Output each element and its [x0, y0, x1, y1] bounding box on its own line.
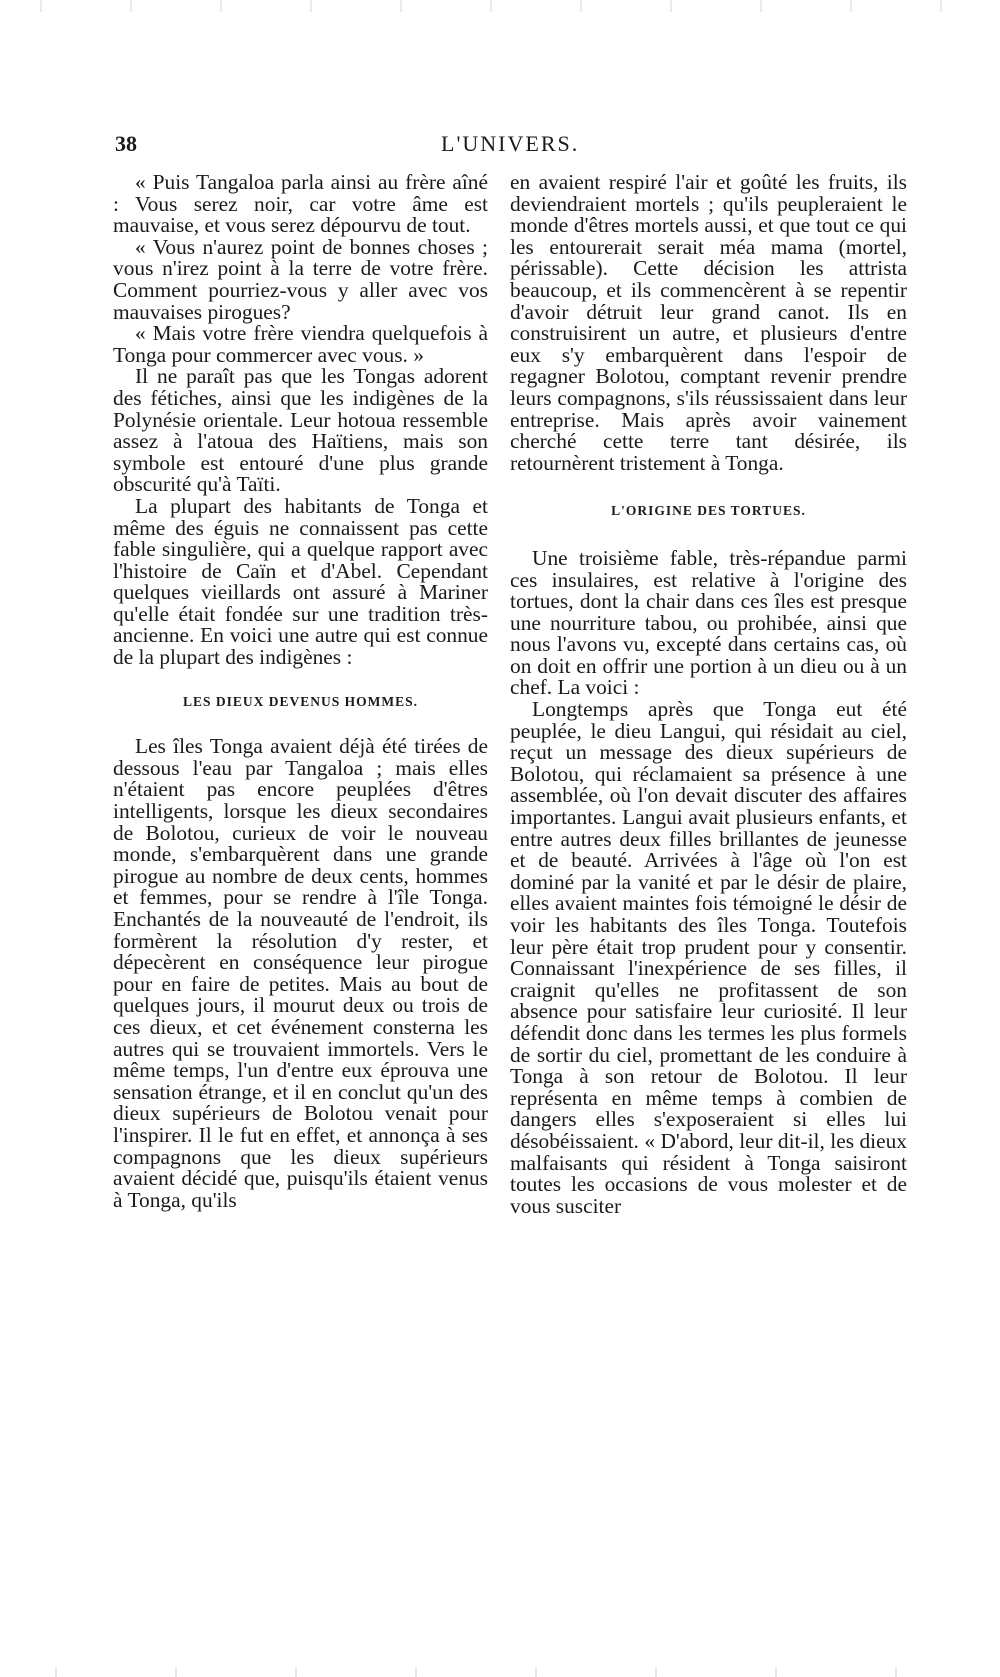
scan-bottom-edge: [0, 1667, 1000, 1677]
section-heading: LES DIEUX DEVENUS HOMMES.: [182, 693, 419, 709]
left-column: [113, 172, 488, 1211]
right-column: [510, 172, 907, 1217]
running-title: L'UNIVERS.: [441, 131, 580, 156]
paragraph: La plupart des habitants de Tonga et même des éguis ne connaissent pas cette fable singulière, qui a quelque rapport avec l'histoire de Caïn et d'Abel. Cependant quelques vieillards ont assuré à Mariner qu'elle était fondée sur une tradition très-ancienne. En voici une autre qui est connue de la plupart des indigènes :: [113, 493, 488, 670]
page-header: [115, 131, 910, 161]
scan-top-edge: [0, 0, 1000, 12]
paragraph: Les îles Tonga avaient déjà été tirées de dessous l'eau par Tangaloa ; mais elles n'étaient pas encore peuplées d'êtres intelligents, lorsque les dieux secondaires de Bolotou, curieux de voir le nouveau monde, s'embarquèrent dans une grande pirogue au nombre de deux cents, hommes et femmes, pour se rendre à l'île Tonga. Enchantés de la nouveauté de l'endroit, ils formèrent la résolution d'y rester, et dépecèrent en conséquence leur pirogue pour en faire de petites. Mais au bout de quelques jours, il mourut deux ou trois de ces dieux, et cet événement consterna les autres qui se trouvaient immortels. Vers le même temps, l'un d'entre eux éprouva une sensation étrange, et il en conclut qu'un des dieux supérieurs de Bolotou venait pour l'inspirer. Il le fut en effet, et annonça à ses compagnons que les dieux supérieurs avaient décidé que, puisqu'ils étaient venus à Tonga, qu'ils: [113, 734, 488, 1212]
paragraph: « Vous n'aurez point de bonnes choses ; vous n'irez point à la terre de votre frère. Comment pourriez-vous y aller avec vos mauvaises pirogues?: [113, 234, 488, 324]
page-number: 38: [115, 131, 137, 156]
paragraph: Une troisième fable, très-répandue parmi ces insulaires, est relative à l'origine des tortues, dont la chair dans ces îles est presque une nourriture tabou, ou prohibée, ainsi que nous l'avons vu, excepté dans certains cas, où on doit en offrir une portion à un dieu ou à un chef. La voici :: [510, 545, 907, 700]
section-heading: L'ORIGINE DES TORTUES.: [611, 503, 806, 519]
paragraph: Longtemps après que Tonga eut été peuplée, le dieu Langui, qui résidait au ciel, reçut un message des dieux supérieurs de Bolotou, qui réclamaient sa présence à une assemblée, où l'on devait discuter des affaires importantes. Langui avait plusieurs enfants, et entre autres deux filles brillantes de jeunesse et de beauté. Arrivées à l'âge où l'on est dominé par la vanité et par le désir de plaire, elles avaient maintes fois témoigné le désir de voir les habitants des îles Tonga. Toutefois leur père était trop prudent pour y consentir. Connaissant l'inexpérience de ses filles, il craignit qu'elles ne profitassent de son absence pour satisfaire leur curiosité. Il leur défendit donc dans les termes les plus formels de sortir du ciel, promettant de les conduire à Tonga à son retour de Bolotou. Il leur représenta en même temps à combien de dangers elles s'exposeraient si elles lui désobéissaient. « D'abord, leur dit-il, les dieux malfaisants qui résident à Tonga saisiront toutes les occasions de vous molester et de vous susciter: [510, 697, 907, 1218]
paragraph: « Puis Tangaloa parla ainsi au frère aîné : Vous serez noir, car votre âme est mauvaise, et vous serez dépourvu de tout.: [113, 170, 488, 238]
paragraph-continuation: en avaient respiré l'air et goûté les fruits, ils deviendraient mortels ; qu'ils peupleraient le monde d'êtres mortels aussi, et que tout ce qui les entourerait serait méa mama (mortel, périssable). Cette décision les attrista beaucoup, et ils commencèrent à se repentir d'avoir détruit leur grand canot. Ils en construisirent un autre, et plusieurs d'entre eux s'y embarquèrent dans l'espoir de regagner Bolotou, comptant revenir prendre leurs compagnons, s'ils réussissaient dans leur entreprise. Mais après avoir vainement cherché cette terre tant désirée, ils retournèrent tristement à Tonga.: [510, 170, 907, 475]
paragraph: Il ne paraît pas que les Tongas adorent des fétiches, ainsi que les indigènes de la Polynésie orientale. Leur hotoua ressemble assez à l'atoua des Haïtiens, mais son symbole est entouré d'une plus grande obscurité qu'à Taïti.: [113, 364, 488, 497]
paragraph: « Mais votre frère viendra quelquefois à Tonga pour commercer avec vous. »: [113, 321, 488, 367]
